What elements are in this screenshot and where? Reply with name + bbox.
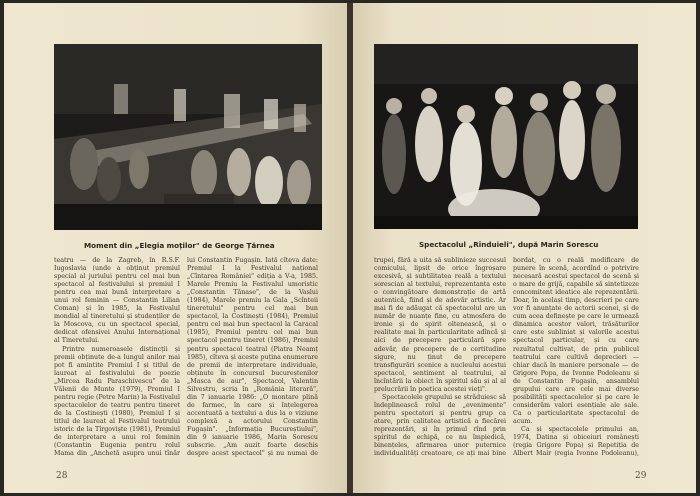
right-photo-caption: Spectacolul „Rînduieli", după Marin Sorescu xyxy=(419,240,599,249)
right-page xyxy=(353,3,696,493)
left-page xyxy=(4,3,347,493)
left-photo-caption: Moment din „Elegia moților" de George Țărnea xyxy=(84,241,275,250)
right-page-column-2 xyxy=(513,257,639,457)
paragraph: Ca și spectacolele primului an, 1974, Datina și obiceiuri românești (regia Grigore Popa) și Repetiția de Albert Mair (regia Ivonne Podoleanu), xyxy=(513,425,639,457)
paragraph: lui Constantin Fugașin. Iată cîteva date: Premiul I la Festivalul național „Cîntarea României" ediția a V-a, 1985. Marele Premiu la Festivalul umoristic „Constantin Tănase", de la Vaslui (1984), Marele premiu la Gala „Scînteii tineretului" pentru cel mai bun spectacol, la Costinești (1984), Premiul pentru cel mai bun spectacol la Caracal (1985), Premiul pentru cel mai bun spectacol pentru tineret (1986), Premiul pentru spectacol teatral (Piatra Neamț 1985), cîteva și aceste puțina enumerare de premii de interpretare individuale, obținute în concursul bucureștenilor „Masca de aur", Spectacol, Valentin Silvestru, scria în „România literară", din 7 ianuarie 1986: „O montare plină de farmec, în care și înțelegerea accentuată a textului a dus la o viziune complexă a actorului Constantin Fugașin". „Informația Bucureștiului", din 9 ianuarie 1986, Marin Sorescu subscrie. „Am auzit foarte deschis despre acest spectacol" și nu numai de xyxy=(187,257,318,457)
stage-scene-illustration xyxy=(54,44,322,230)
ensemble-scene-illustration xyxy=(374,44,638,229)
left-page-photo xyxy=(54,44,322,230)
left-page-column-2 xyxy=(187,257,318,457)
right-page-photo xyxy=(374,44,638,229)
page-number: 29 xyxy=(635,471,647,481)
left-page-column-1 xyxy=(54,257,180,457)
right-page-column-1 xyxy=(374,257,506,457)
book-spread xyxy=(4,3,696,493)
paragraph: Spectacolele grupului se străduiesc să îndeplinească rolul de „evenimente" pentru spectatori și pentru grup ca atare, prin calitatea artistică a fiecărei reprezentări, și în primul rînd prin spiritul de echipă, ce nu împiedică, binențeles, afirmarea unor puternice individualități creatoare, ce ați mai bine xyxy=(374,393,506,457)
paragraph: Printre numeroasele distincții și premii obținute de-a lungul anilor mai pot fi amintite Premiul I și titlul de laureat al festivalului de poezie „Mircea Radu Paraschivescu" de la Vălenii de Munte (1979), Premiul I pentru regie (Petre Marin) la Festivalul spectacolelor de teatru pentru tineret de la Costinești (1980), Premiul I și titlul de laureat al Festivalul teatrului istoric de la Tîrgoviște (1981), Premiul de interpretare a unui rol feminin (Constantin Eugenia pentru rolul Mama din „Anchetă asupra unui tînăr xyxy=(54,345,180,457)
paragraph: trupei, fără a uita să sublinieze succesul comicului, lipsit de orice îngroșare excesivă, și subtilitatea reală a textului sorescian al textului, reprezentanta este o convingătoare demonstrație de artă autentică, fiind și de adevăr artistic. Ar mai fi de adăugat că spectacolul are un număr de nuanțe fine, cu atmosfera de ironie și de spirit oltenească, și o realitate mai în particularitate adîncă și aici de precepere particulară spre adevăr, de precepere de o certitudine sigure, nu ținut de precepere transfigurări scenice a nucleului acestui spectacol, sentiment al teatrului, al încîntării la obiect în spiritul său și al al prelucrării în poetica acestei vieți". xyxy=(374,257,506,393)
paragraph: bordat, cu o reală modificare de punere în scenă, acordînd o potrivire necesară acestui spectacol de scenă și o mare de grijă, capabile să sintetizeze concomitent ideatice ale reprezentării. Doar, în același timp, descrieri pe care vor fi anunțate de actorii scenei, și de cum acea definește pe care le urmează dinamica acestor valori, trăsăturilor care este subliniat și valorile acestui spectacol particular, și cu care rezultatul cultivat, de prin publicul teatrului care cultivă deprecieri — chiar dacă în maniere personale — de Grigore Popa, de Ivonne Podoleanu și de Constantin Fugașin, ansamblul grupului care are cele mai diverse posibilități spectacolelor și pe care le considerăm valori esențiale ale sale. Ca o particularitate spectacolul de acum. xyxy=(513,257,639,425)
paragraph: teatru — de la Zagreb, în R.S.F. Iugoslavia (unde a obținut premiul special al juriului pentru cel mai bun spectacol al festivalului și premiul I pentru cea mai bună interpretare a unui rol feminin — Constantin Lilian Coman) și în 1985, la Festivalul mondial al tineretului și studenților de la Moscova, cu un spectacol special, dedicat ofensivei Anului Internațional al Tineretului. xyxy=(54,257,180,345)
page-number: 28 xyxy=(56,471,68,481)
